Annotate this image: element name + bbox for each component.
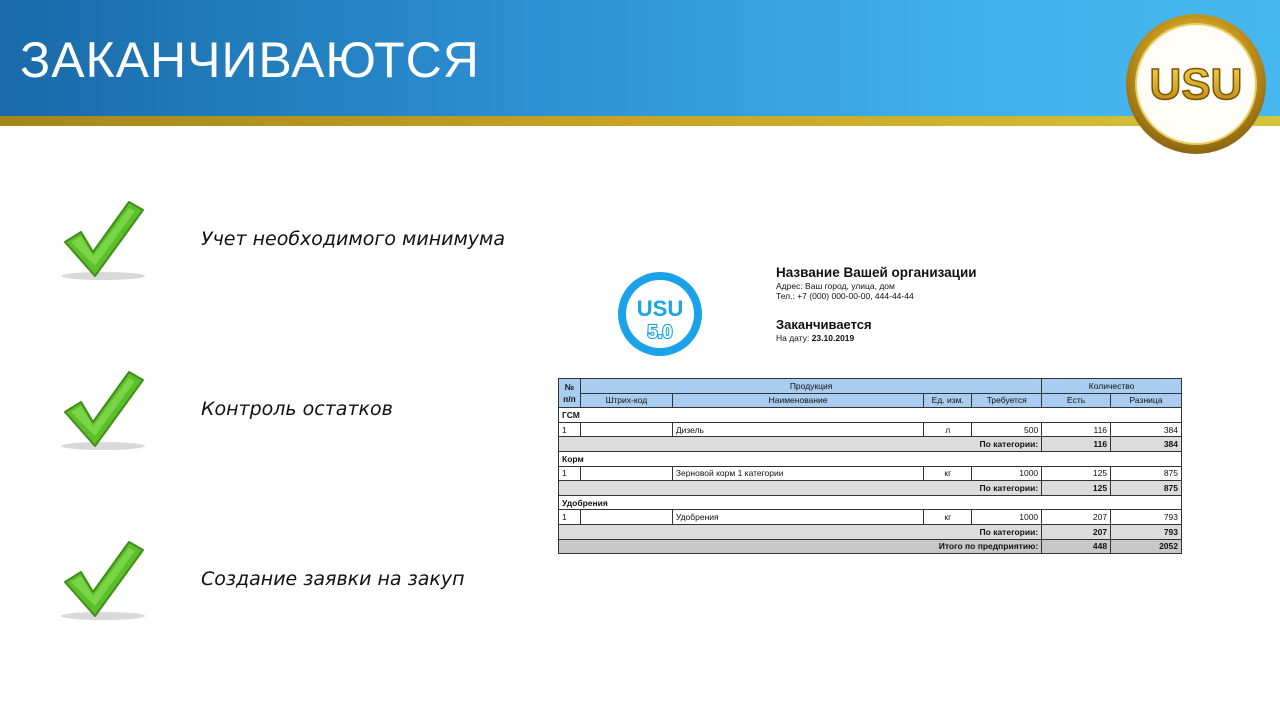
group-quantity-header: Количество: [1042, 379, 1182, 394]
usu-logo-text: USU: [1149, 60, 1243, 109]
checkmark-icon: [55, 540, 155, 630]
header-banner: [0, 0, 1280, 118]
col-barcode-header: Штрих-код: [580, 393, 672, 408]
category-row: Удобрения: [559, 495, 1182, 510]
col-num-header: № п/п: [559, 379, 581, 408]
shortage-table: [558, 378, 1182, 554]
col-name-header: Наименование: [672, 393, 923, 408]
bullet-item: [55, 200, 535, 290]
col-diff-header: Разница: [1111, 393, 1182, 408]
subtotal-row: По категории: 207 793: [559, 524, 1182, 539]
subtotal-row: По категории: 116 384: [559, 437, 1182, 452]
bullet-item: [55, 370, 535, 460]
checkmark-icon: [55, 370, 155, 460]
usu-5-logo: [616, 270, 704, 358]
table-row: 1 Дизель л 500 116 384: [559, 422, 1182, 437]
table-row: 1 Удобрения кг 1000 207 793: [559, 510, 1182, 525]
checkmark-icon: [55, 200, 155, 290]
date-value: 23.10.2019: [811, 333, 855, 343]
org-info: [776, 265, 1176, 344]
report-title: Заканчивается: [776, 317, 872, 332]
slide-title: ЗАКАНЧИВАЮТСЯ: [20, 32, 480, 88]
bullet-item: [55, 540, 535, 630]
report-preview: [558, 262, 1182, 554]
date-label: На дату:: [776, 333, 810, 343]
gold-divider: [0, 116, 1280, 126]
category-row: Корм: [559, 451, 1182, 466]
org-address: Адрес: Ваш город, улица, дом: [776, 281, 895, 291]
table-row: 1 Зерновой корм 1 категории кг 1000 125 875: [559, 466, 1182, 481]
bullet-label: Учет необходимого минимума: [201, 228, 506, 250]
category-row: ГСМ: [559, 408, 1182, 423]
logo-text-bottom: 5.0: [647, 322, 673, 342]
org-phone: Тел.: +7 (000) 000-00-00, 444-44-44: [776, 291, 914, 301]
logo-text-top: USU: [636, 296, 684, 321]
subtotal-row: По категории: 125 875: [559, 481, 1182, 496]
report-date: [776, 333, 1176, 344]
bullet-label: Контроль остатков: [201, 398, 393, 420]
grand-total-row: Итого по предприятию: 448 2052: [559, 539, 1182, 554]
usu-logo-badge: [1125, 13, 1267, 155]
org-name: Название Вашей организации: [776, 265, 977, 280]
group-products-header: Продукция: [580, 379, 1041, 394]
col-required-header: Требуется: [972, 393, 1042, 408]
col-have-header: Есть: [1042, 393, 1111, 408]
bullet-label: Создание заявки на закуп: [201, 568, 465, 590]
col-unit-header: Ед. изм.: [924, 393, 972, 408]
